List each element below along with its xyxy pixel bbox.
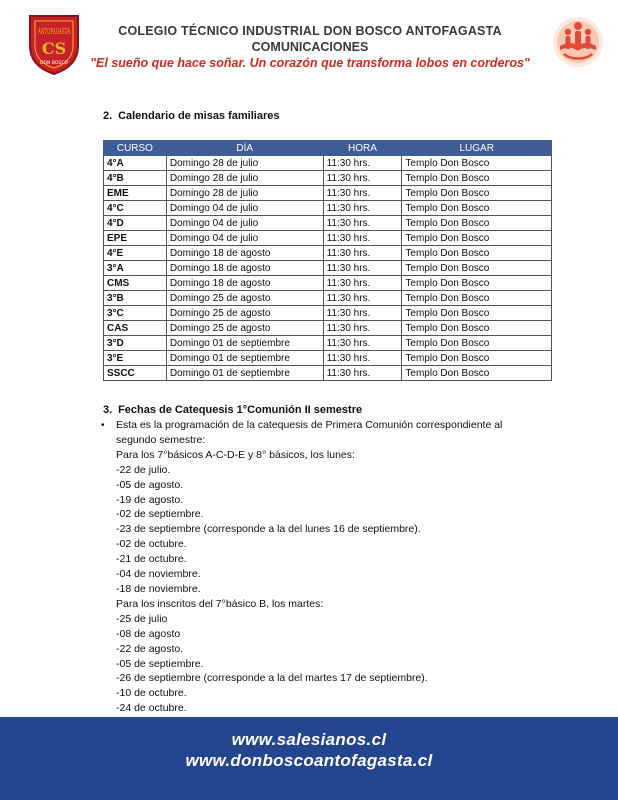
cell-lugar: Templo Don Bosco xyxy=(402,336,552,351)
crest-text-top: ANTOFAGASTA xyxy=(37,27,71,36)
col-header-lugar: LUGAR xyxy=(402,141,552,156)
list-item: -25 de julio xyxy=(116,612,168,625)
cell-lugar: Templo Don Bosco xyxy=(402,306,552,321)
list-item: -02 de octubre. xyxy=(116,538,187,551)
table-row xyxy=(104,291,552,306)
col-header-hora: HORA xyxy=(323,141,402,156)
cell-lugar: Templo Don Bosco xyxy=(402,231,552,246)
cell-lugar: Templo Don Bosco xyxy=(402,291,552,306)
list-item: -22 de agosto. xyxy=(116,642,184,655)
text-line: segundo semestre: xyxy=(116,433,206,446)
bullet-point: • xyxy=(101,420,105,431)
cell-hora: 11:30 hrs. xyxy=(323,321,402,336)
table-row xyxy=(104,231,552,246)
catequesis-schedule xyxy=(116,418,536,716)
cell-curso: CMS xyxy=(104,276,167,291)
cell-hora: 11:30 hrs. xyxy=(323,366,402,381)
cell-curso: 3°A xyxy=(104,261,167,276)
list-item: -05 de septiembre. xyxy=(116,657,204,670)
cell-dia: Domingo 18 de agosto xyxy=(166,246,323,261)
section-number: 3. xyxy=(103,404,113,416)
col-header-dia: DÍA xyxy=(166,141,323,156)
list-item: -26 de septiembre (corresponde a la del martes 17 de septiembre). xyxy=(116,672,428,685)
website-link-donbosco[interactable]: www.donboscoantofagasta.cl xyxy=(185,751,433,770)
table-row xyxy=(104,306,552,321)
cell-dia: Domingo 04 de julio xyxy=(166,216,323,231)
table-row xyxy=(104,321,552,336)
list-item: -08 de agosto xyxy=(116,627,181,640)
list-item: -19 de agosto. xyxy=(116,493,184,506)
cell-hora: 11:30 hrs. xyxy=(323,156,402,171)
cell-lugar: Templo Don Bosco xyxy=(402,156,552,171)
table-row xyxy=(104,171,552,186)
section-title-misas xyxy=(103,110,279,122)
cell-dia: Domingo 18 de agosto xyxy=(166,276,323,291)
text-line: Para los 7°básicos A-C-D-E y 8° básicos, los lunes: xyxy=(116,448,355,461)
list-item: -22 de julio. xyxy=(116,463,171,476)
table-row xyxy=(104,246,552,261)
cell-dia: Domingo 25 de agosto xyxy=(166,321,323,336)
cell-dia: Domingo 01 de septiembre xyxy=(166,366,323,381)
org-motto: "El sueño que hace soñar. Un corazón que transforma lobos en corderos" xyxy=(90,56,530,70)
table-header-row xyxy=(104,141,552,156)
website-link-salesianos[interactable]: www.salesianos.cl xyxy=(231,730,387,749)
cell-hora: 11:30 hrs. xyxy=(323,186,402,201)
list-item: -02 de septiembre. xyxy=(116,508,204,521)
cell-lugar: Templo Don Bosco xyxy=(402,216,552,231)
list-item: -04 de noviembre. xyxy=(116,568,201,581)
cell-curso: 3°C xyxy=(104,306,167,321)
list-item: -24 de octubre. xyxy=(116,702,187,715)
cell-curso: SSCC xyxy=(104,366,167,381)
list-item: -21 de octubre. xyxy=(116,553,187,566)
cell-curso: 4°A xyxy=(104,156,167,171)
section-title-catequesis xyxy=(103,404,362,416)
cell-lugar: Templo Don Bosco xyxy=(402,261,552,276)
cell-lugar: Templo Don Bosco xyxy=(402,201,552,216)
table-row xyxy=(104,351,552,366)
list-item: -18 de noviembre. xyxy=(116,582,201,595)
cell-lugar: Templo Don Bosco xyxy=(402,276,552,291)
cell-dia: Domingo 28 de julio xyxy=(166,186,323,201)
cell-lugar: Templo Don Bosco xyxy=(402,246,552,261)
col-header-curso: CURSO xyxy=(104,141,167,156)
text-line: Esta es la programación de la catequesis de Primera Comunión correspondiente al xyxy=(116,419,503,431)
cell-hora: 11:30 hrs. xyxy=(323,171,402,186)
cell-lugar: Templo Don Bosco xyxy=(402,321,552,336)
table-row xyxy=(104,156,552,171)
cell-lugar: Templo Don Bosco xyxy=(402,186,552,201)
cell-curso: 4°C xyxy=(104,201,167,216)
cell-lugar: Templo Don Bosco xyxy=(402,171,552,186)
cell-dia: Domingo 01 de septiembre xyxy=(166,336,323,351)
mass-schedule-table xyxy=(103,140,552,381)
cell-lugar: Templo Don Bosco xyxy=(402,366,552,381)
cell-dia: Domingo 04 de julio xyxy=(166,231,323,246)
cell-hora: 11:30 hrs. xyxy=(323,261,402,276)
cell-hora: 11:30 hrs. xyxy=(323,201,402,216)
table-row xyxy=(104,336,552,351)
cell-dia: Domingo 28 de julio xyxy=(166,171,323,186)
section-number: 2. xyxy=(103,110,113,122)
table-row xyxy=(104,186,552,201)
salesian-family-logo xyxy=(552,16,604,68)
cell-curso: 4°E xyxy=(104,246,167,261)
section-title-text: Calendario de misas familiares xyxy=(118,110,280,122)
cell-curso: 3°B xyxy=(104,291,167,306)
cell-dia: Domingo 25 de agosto xyxy=(166,306,323,321)
cell-dia: Domingo 28 de julio xyxy=(166,156,323,171)
table-row xyxy=(104,216,552,231)
crest-monogram: CS xyxy=(41,39,67,58)
footer-banner xyxy=(0,717,618,800)
cell-hora: 11:30 hrs. xyxy=(323,276,402,291)
table-row xyxy=(104,201,552,216)
table-row xyxy=(104,366,552,381)
cell-hora: 11:30 hrs. xyxy=(323,306,402,321)
text-line: Para los inscritos del 7°básico B, los martes: xyxy=(116,597,324,610)
cell-dia: Domingo 01 de septiembre xyxy=(166,351,323,366)
cell-hora: 11:30 hrs. xyxy=(323,216,402,231)
list-item: -05 de agosto. xyxy=(116,478,184,491)
letterhead xyxy=(0,0,618,85)
crest-text-bottom: DON BOSCO xyxy=(40,61,68,66)
cell-dia: Domingo 25 de agosto xyxy=(166,291,323,306)
org-department: COMUNICACIONES xyxy=(251,40,369,54)
cell-curso: EME xyxy=(104,186,167,201)
school-crest-logo xyxy=(26,12,82,76)
section-title-text: Fechas de Catequesis 1°Comunión II semestre xyxy=(118,404,363,416)
cell-hora: 11:30 hrs. xyxy=(323,246,402,261)
cell-hora: 11:30 hrs. xyxy=(323,231,402,246)
cell-curso: 3°D xyxy=(104,336,167,351)
cell-hora: 11:30 hrs. xyxy=(323,336,402,351)
cell-curso: 3°E xyxy=(104,351,167,366)
cell-dia: Domingo 18 de agosto xyxy=(166,261,323,276)
table-row xyxy=(104,261,552,276)
list-item: -23 de septiembre (corresponde a la del lunes 16 de septiembre). xyxy=(116,523,421,536)
org-title: COLEGIO TÉCNICO INDUSTRIAL DON BOSCO ANTOFAGASTA xyxy=(118,24,502,38)
cell-curso: CAS xyxy=(104,321,167,336)
cell-lugar: Templo Don Bosco xyxy=(402,351,552,366)
cell-dia: Domingo 04 de julio xyxy=(166,201,323,216)
cell-curso: EPE xyxy=(104,231,167,246)
cell-hora: 11:30 hrs. xyxy=(323,351,402,366)
cell-curso: 4°D xyxy=(104,216,167,231)
cell-curso: 4°B xyxy=(104,171,167,186)
table-row xyxy=(104,276,552,291)
list-item: -10 de octubre. xyxy=(116,687,187,700)
cell-hora: 11:30 hrs. xyxy=(323,291,402,306)
